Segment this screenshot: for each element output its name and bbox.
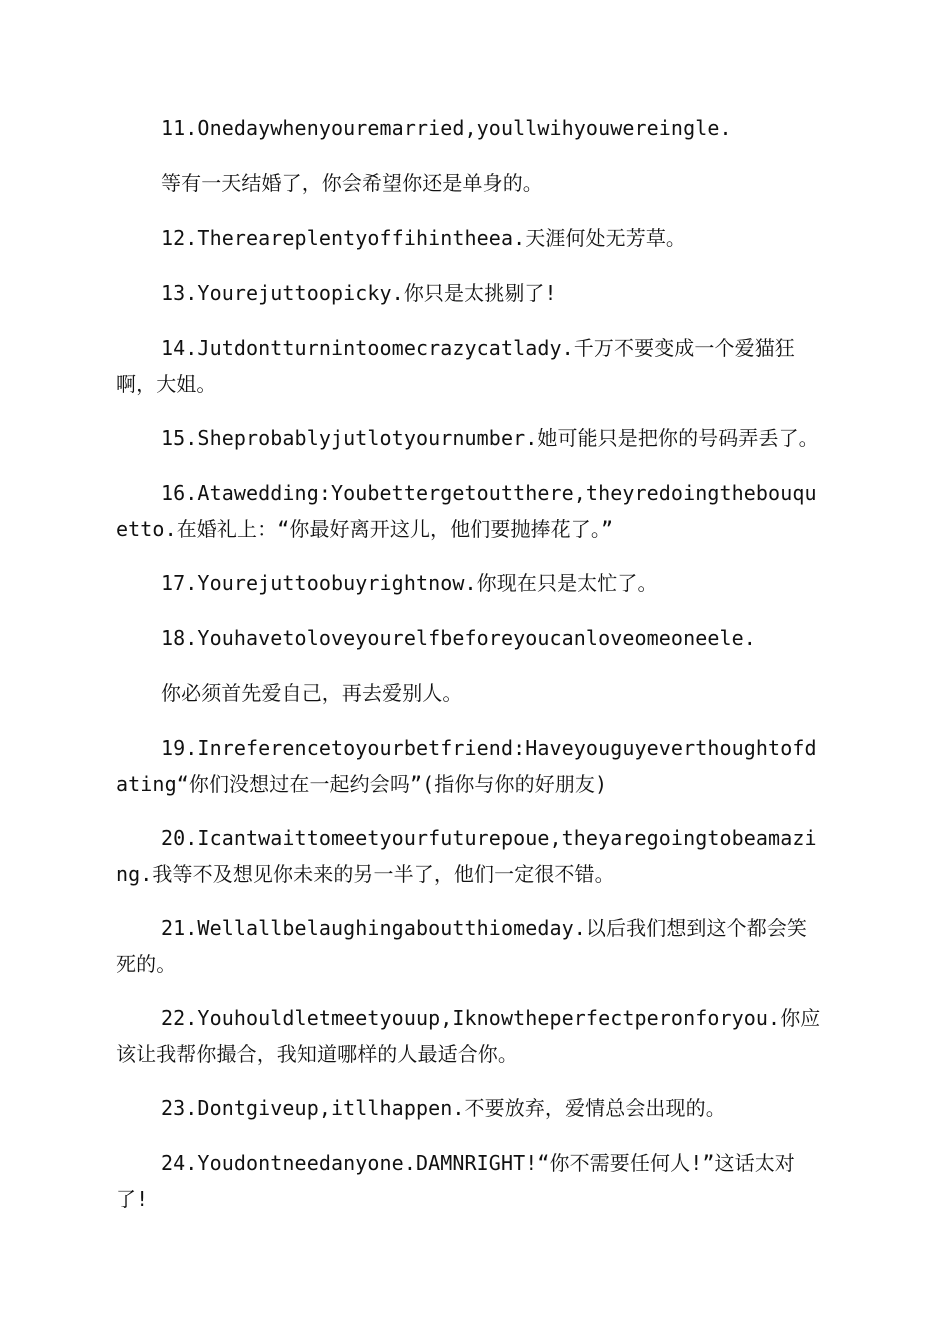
- paragraph-21: 21.Wellallbelaughingaboutthiomeday.以后我们想到这个都会笑死的。: [116, 916, 808, 976]
- document-body: [116, 110, 824, 1235]
- paragraph-24: 24.Youdontneedanyone.DAMNRIGHT!“你不需要任何人!”这话太对了!: [116, 1151, 795, 1211]
- paragraph-20: 20.Icantwaittomeetyourfuturepoue,theyaregoingtobeamazing.我等不及想见你未来的另一半了，他们一定很不错。: [116, 826, 817, 886]
- paragraph-23: 23.Dontgiveup,itllhappen.不要放弃，爱情总会出现的。: [161, 1096, 726, 1120]
- paragraph-22: 22.Youhouldletmeetyouup,Iknowtheperfectperonforyou.你应该让我帮你撮合，我知道哪样的人最适合你。: [116, 1006, 821, 1066]
- paragraph-12: 12.Thereareplentyoffihintheea.天涯何处无芳草。: [161, 226, 687, 250]
- paragraph-11-english: 11.Onedaywhenyouremarried,youllwihyouwereingle.: [161, 116, 732, 140]
- paragraph-13: 13.Yourejuttoopicky.你只是太挑剔了!: [161, 281, 557, 305]
- paragraph-15: 15.Sheprobablyjutlotyournumber.她可能只是把你的号码弄丢了。: [161, 426, 819, 450]
- paragraph-19: 19.Inreferencetoyourbetfriend:Haveyouguyeverthoughtofdating“你们没想过在一起约会吗”(指你与你的好朋友): [116, 736, 817, 796]
- paragraph-16: 16.Atawedding:Youbettergetoutthere,theyredoingthebouquetto.在婚礼上：“你最好离开这儿，他们要抛捧花了。”: [116, 481, 817, 541]
- paragraph-14: 14.Jutdontturnintoomecrazycatlady.千万不要变成一个爱猫狂啊，大姐。: [116, 336, 795, 396]
- paragraph-18-chinese: 你必须首先爱自己，再去爱别人。: [161, 681, 463, 705]
- paragraph-17: 17.Yourejuttoobuyrightnow.你现在只是太忙了。: [161, 571, 658, 595]
- paragraph-11-chinese: 等有一天结婚了，你会希望你还是单身的。: [161, 171, 543, 195]
- paragraph-18-english: 18.Youhavetoloveyourelfbeforeyoucanloveomeoneele.: [161, 626, 756, 650]
